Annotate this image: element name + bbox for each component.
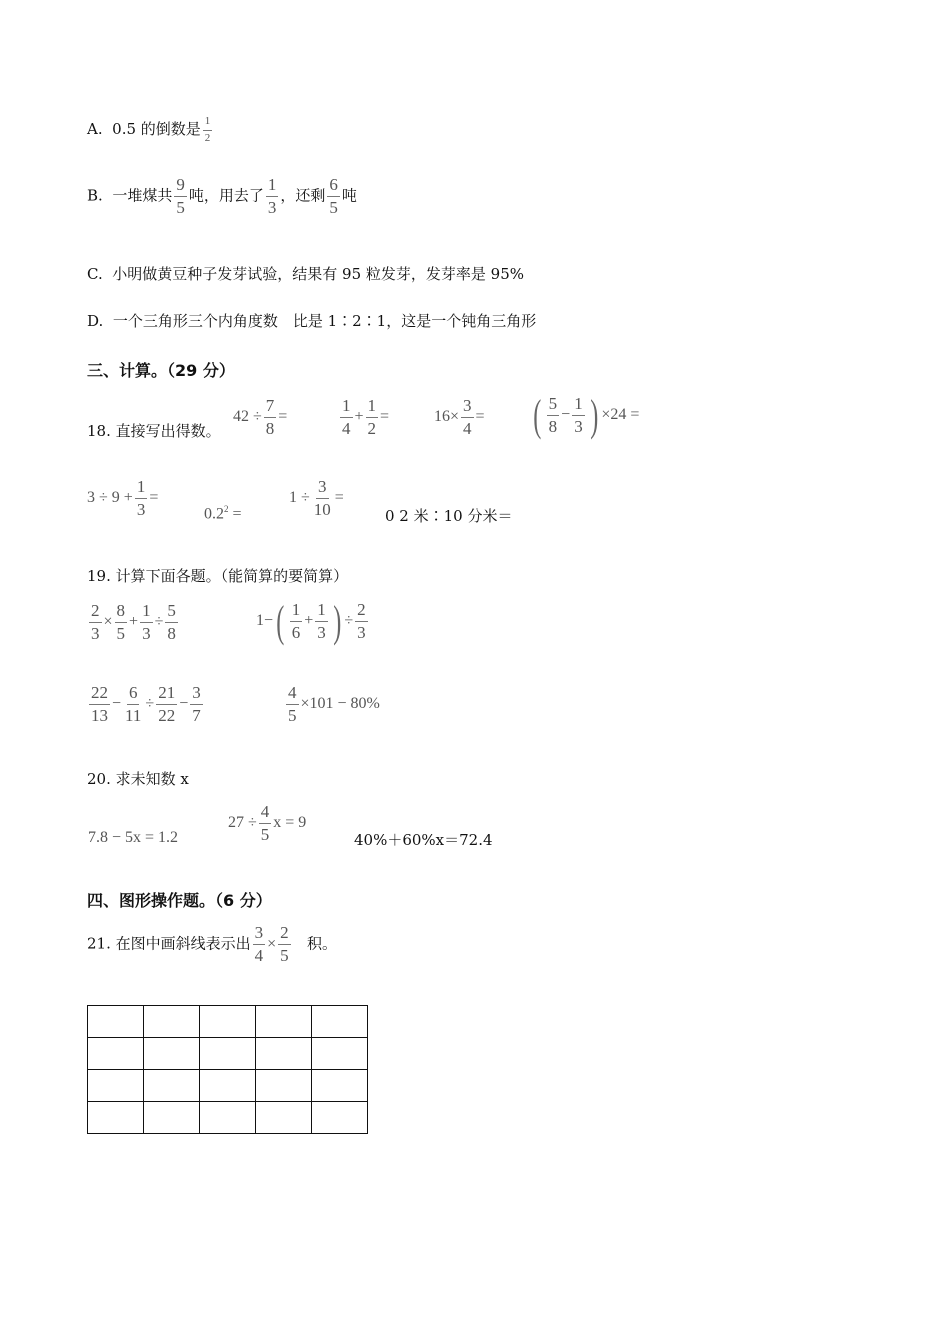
grid-cell[interactable] (312, 1006, 368, 1038)
q20-expr-2: 27 ÷ $\frac{4}{5}$ x = 9 (228, 802, 307, 844)
grid-cell[interactable] (88, 1102, 144, 1134)
option-a-fraction: $\frac{1}{2}$ (204, 115, 211, 144)
grid-cell[interactable] (88, 1038, 144, 1070)
q21-text-2: 积。 (306, 934, 337, 953)
q18-expr-4: ( $\frac{5}{8}$ − $\frac{1}{3}$ ) ×24 = (533, 391, 640, 440)
q18-expr-8: 0 2 米∶10 分米＝ (385, 507, 513, 525)
grid-cell[interactable] (200, 1070, 256, 1102)
q21-fraction-2: $\frac{2}{5}$ (280, 923, 289, 965)
option-b-text-1: 一堆煤共 (112, 186, 173, 205)
q20-expr-3: 40%＋60%x＝72.4 (354, 831, 493, 849)
grid-row (88, 1038, 368, 1070)
grid-cell[interactable] (312, 1070, 368, 1102)
option-d-label: D. (87, 312, 104, 330)
option-d (87, 310, 536, 331)
grid-cell[interactable] (312, 1102, 368, 1134)
q18-expr-7: 1 ÷ $\frac{3}{10}$ = (289, 477, 344, 519)
option-c (87, 263, 524, 284)
grid-cell[interactable] (256, 1070, 312, 1102)
grid-cell[interactable] (144, 1070, 200, 1102)
q19-expr-2: 1−( $\frac{1}{6}$ + $\frac{1}{3}$ ) ÷ $\frac{2}{3}$ (256, 597, 366, 646)
q21-operator: × (267, 935, 277, 953)
q18-expr-5: 3 ÷ 9 + $\frac{1}{3}$ = (87, 477, 159, 519)
grid-cell[interactable] (88, 1006, 144, 1038)
q19-expr-4: $\frac{4}{5}$ ×101 − 80% (288, 683, 380, 725)
option-a (87, 116, 214, 144)
option-b-fraction-total: $\frac{9}{5}$ (176, 175, 185, 217)
option-b-fraction-left: $\frac{6}{5}$ (329, 175, 338, 217)
grid-cell[interactable] (144, 1038, 200, 1070)
grid-cell[interactable] (144, 1102, 200, 1134)
q18-expr-3: 16× $\frac{3}{4}$ = (434, 396, 485, 438)
grid-row (88, 1102, 368, 1134)
grid-cell[interactable] (256, 1102, 312, 1134)
section-3-title: 三、计算。（29 分） (87, 361, 235, 380)
option-a-text: 0.5 的倒数是 (112, 120, 201, 139)
q21-fraction-1: $\frac{3}{4}$ (254, 923, 264, 965)
grid-cell[interactable] (312, 1038, 368, 1070)
grid-cell[interactable] (144, 1006, 200, 1038)
q18-expr-6: $0.2^2$ = (204, 504, 242, 523)
q18-expr-1: 42 ÷ $\frac{7}{8}$ = (233, 396, 288, 438)
q19-expr-3: $\frac{22}{13}$ − $\frac{6}{11}$ ÷ $\frac{21}{22}$ − $\frac{3}{7}$ (91, 683, 201, 725)
q18-expr-2: $\frac{1}{4}$ + $\frac{1}{2}$ = (342, 396, 390, 438)
grid-cell[interactable] (200, 1038, 256, 1070)
option-b-text-2: 吨，用去了 (188, 186, 264, 205)
q19-expr-1: $\frac{2}{3}$ × $\frac{8}{5}$ + $\frac{1}{3}$ ÷ $\frac{5}{8}$ (91, 601, 176, 643)
grid-cell[interactable] (200, 1006, 256, 1038)
option-b-text-4: 吨 (341, 186, 357, 205)
option-c-label: C. (87, 265, 103, 283)
q20-label: 20. 求未知数 x (87, 770, 189, 788)
option-b-label: B. (87, 186, 103, 205)
option-a-label: A. (87, 120, 103, 139)
option-b-fraction-used: $\frac{1}{3}$ (267, 175, 277, 217)
grid-row (88, 1070, 368, 1102)
grid-cell[interactable] (200, 1102, 256, 1134)
grid-cell[interactable] (256, 1038, 312, 1070)
section-4-title: 四、图形操作题。（6 分） (87, 891, 272, 910)
shading-grid[interactable] (87, 1005, 368, 1134)
q18-label: 18. 直接写出得数。 (87, 422, 221, 440)
grid-cell[interactable] (256, 1006, 312, 1038)
option-b-text-3: ，还剩 (280, 186, 326, 205)
option-b (87, 176, 357, 217)
grid-cell[interactable] (88, 1070, 144, 1102)
q21-text-1: 21. 在图中画斜线表示出 (87, 934, 251, 953)
option-d-text: 一个三角形三个内角度数 比是 1∶2∶1，这是一个钝角三角形 (112, 312, 537, 330)
q20-expr-1: 7.8 − 5x = 1.2 (88, 829, 179, 846)
q21-prompt (87, 924, 337, 965)
option-c-text: 小明做黄豆种子发芽试验，结果有 95 粒发芽，发芽率是 95% (112, 265, 524, 283)
grid-row (88, 1006, 368, 1038)
q19-label: 19. 计算下面各题。（能简算的要简算） (87, 567, 349, 585)
